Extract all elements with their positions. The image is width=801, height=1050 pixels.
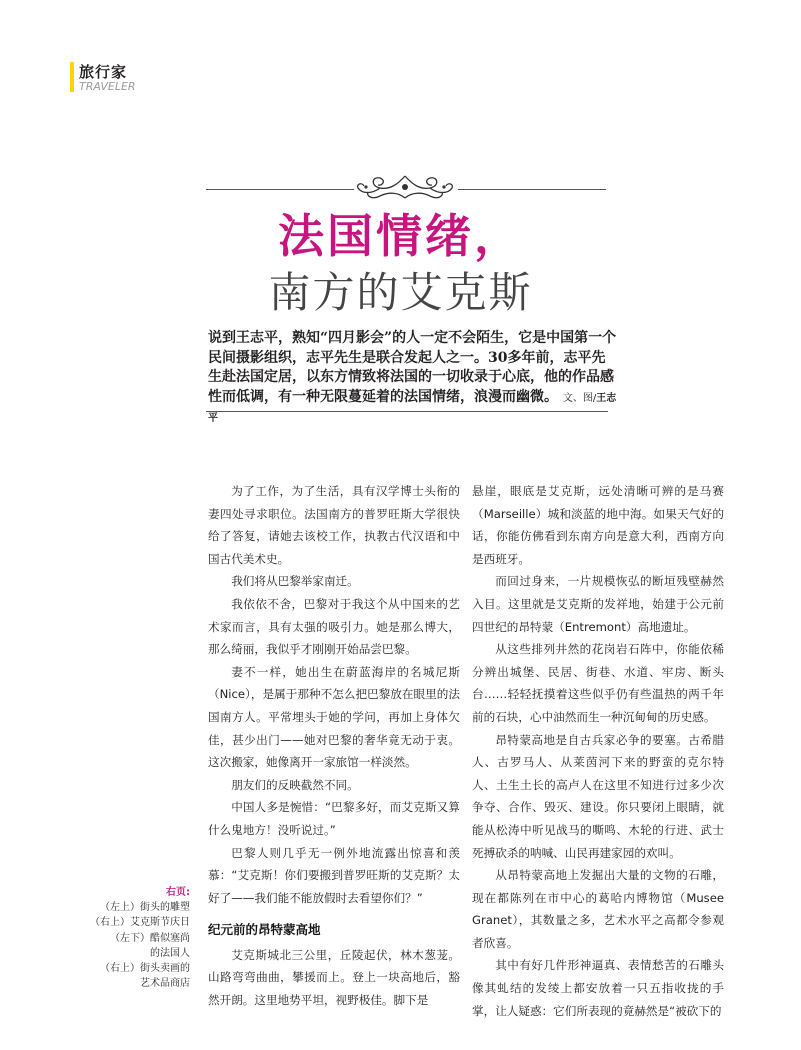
brand-name-cn: 旅行家 (79, 63, 128, 81)
caption-line: （右上）艾克斯节庆日 (90, 917, 190, 929)
article-title-line2: 南方的艾克斯 (268, 268, 533, 317)
paragraph: 我们将从巴黎举家南迁。 (231, 574, 359, 589)
paragraph: 艾克斯城北三公里，丘陵起伏，林木葱茏。山路弯弯曲曲，攀援而上。登上一块高地后，豁然开朗。这里地势平坦，视野极佳。脚下是 (208, 947, 460, 1008)
paragraph: 我依依不舍，巴黎对于我这个从中国来的艺术家而言，具有太强的吸引力。她是那么博大，那么绮丽，我似乎才刚刚开始品尝巴黎。 (208, 596, 460, 657)
article-title-line1: 法国情绪， (278, 209, 523, 263)
article-lede (208, 329, 618, 429)
body-column-right (472, 480, 724, 1022)
caption-line: （左下）酷似塞尚 (110, 932, 190, 944)
paragraph: 朋友们的反映截然不同。 (231, 777, 359, 792)
paragraph: 巴黎人则几乎无一例外地流露出惊喜和羡慕：“艾克斯！你们要搬到普罗旺斯的艾克斯？太好了——我们能不能放假时去看望你们？” (208, 845, 460, 905)
paragraph: 其中有好几件形神逼真、表情愁苦的石雕头像其虬结的发绫上都安放着一只五指收拢的手掌，让人疑惑：它们所表现的竟赫然是“被砍下的 (472, 958, 724, 1018)
photo-caption (66, 885, 190, 991)
body-column-left (208, 480, 460, 1012)
caption-title: 右页: (166, 887, 190, 898)
caption-line: （右上）街头卖画的 (100, 963, 190, 975)
byline-label: 文、图/ (562, 392, 597, 404)
brand-accent-bar (70, 62, 74, 92)
section-heading: 纪元前的昂特蒙高地 (208, 922, 321, 938)
caption-line: 的法国人 (150, 947, 190, 959)
paragraph: 妻不一样，她出生在蔚蓝海岸的名城尼斯（Nice），是属于那种不怎么把巴黎放在眼里的法国南方人。平常埋头于她的学问，再加上身体欠佳，甚少出门——她对巴黎的奢华竟无动于衷。这次搬家，她像离开一家旅馆一样淡然。 (208, 664, 460, 770)
paragraph: 而回过身来，一片规模恢弘的断垣残壁赫然入目。这里就是艾克斯的发祥地，始建于公元前四世纪的昂特蒙（Entremont）高地遗址。 (472, 574, 724, 634)
caption-line: （左上）街头的雕塑 (100, 902, 190, 914)
paragraph: 从昂特蒙高地上发掘出大量的文物的石雕，现在都陈列在市中心的葛哈内博物馆（Musee Granet），其数量之多，艺术水平之高都令参观者欣喜。 (472, 868, 724, 950)
paragraph-continued: 悬崖，眼底是艾克斯，远处清晰可辨的是马赛（Marseille）城和淡蓝的地中海。如果天气好的话，你能仿佛看到东南方向是意大利，西南方向是西班牙。 (472, 484, 724, 566)
paragraph: 中国人多是惋惜：“巴黎多好，而艾克斯又算什么鬼地方！没听说过。” (208, 800, 460, 837)
lede-rule-bottom (206, 411, 608, 412)
paragraph: 昂特蒙高地是自古兵家必争的要塞。古希腊人、古罗马人、从莱茵河下来的野蛮的克尔特人、土生土长的高卢人在这里不知进行过多少次争夺、合作、毁灭、建设。你只要闭上眼睛，就能从松涛中听见战马的嘶鸣、木轮的行进、武士死搏砍杀的呐喊、山民再建家园的欢叫。 (472, 732, 724, 860)
caption-line: 艺术品商店 (140, 978, 190, 990)
byline-author: 王志平 (208, 392, 617, 424)
lede-text: 说到王志平，熟知“四月影会”的人一定不会陌生，它是中国第一个民间摄影组织，志平先生是联合发起人之一。30多年前，志平先生赴法国定居，以东方情致将法国的一切收录于心底，他的作品感性而低调，有一种无限蔓延着的法国情绪，浪漫而幽微。 (208, 330, 617, 405)
brand-name-en: TRAVELER (79, 80, 136, 93)
flourish-ornament-icon (200, 170, 610, 204)
paragraph: 从这些排列井然的花岗岩石阵中，你能依稀分辨出城堡、民居、街巷、水道、牢房、断头台……轻轻抚摸着这些似乎仍有些温热的两千年前的石块，心中油然而生一种沉甸甸的历史感。 (472, 642, 724, 724)
paragraph: 为了工作，为了生活，具有汉学博士头衔的妻四处寻求职位。法国南方的普罗旺斯大学很快给了答复，请她去该校工作，执教古代汉语和中国古代美术史。 (208, 484, 460, 566)
